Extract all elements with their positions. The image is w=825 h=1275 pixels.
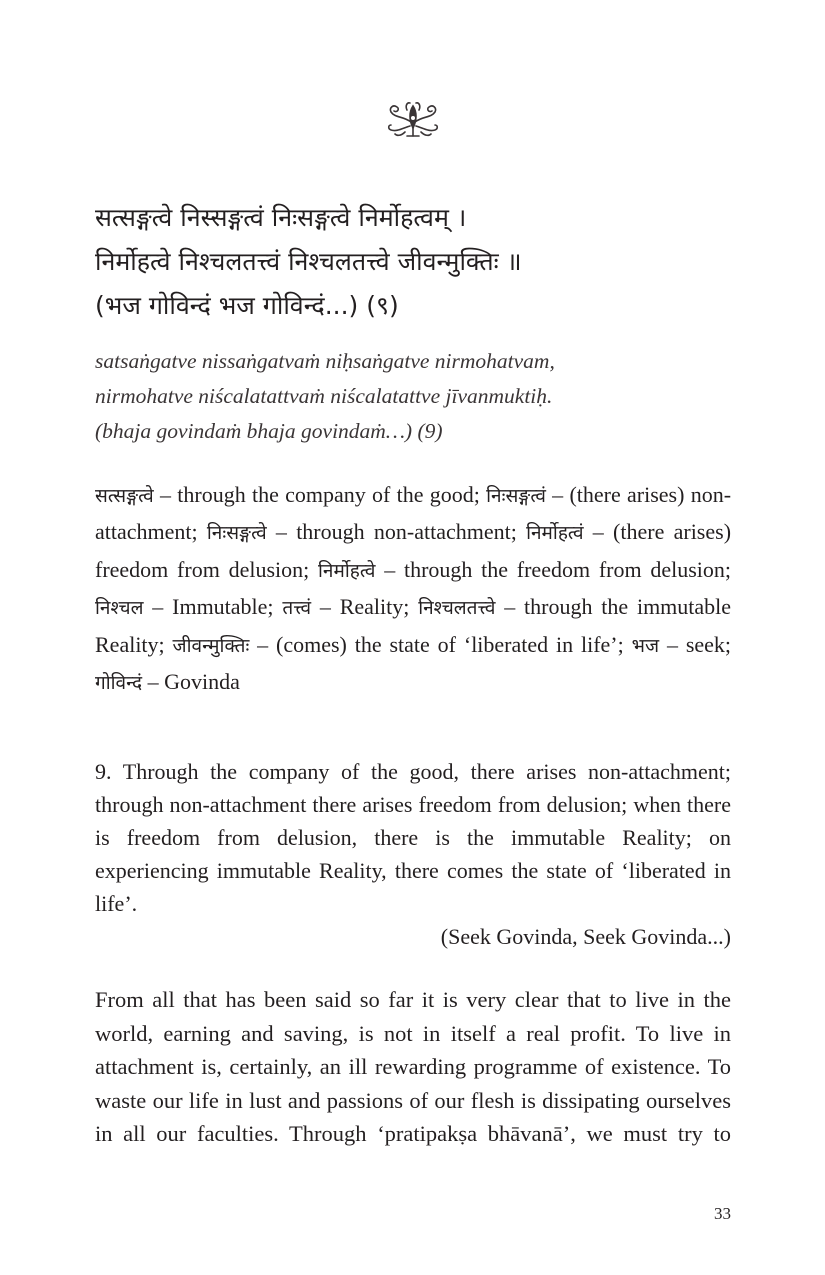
glossary-term: निश्चलतत्त्वे <box>418 597 496 620</box>
verse-devanagari <box>95 196 755 328</box>
glossary-term: सत्सङ्गत्वे <box>95 485 154 507</box>
verse-translation: 9. Through the company of the good, there arises non-attachment; through non-attachment there arises freedom from delusion; when there is freedom from delusion, there is the immutable Reality; on experiencing immutable Reality, there comes the state of ‘liberated in life’. <box>95 759 731 916</box>
verse-transliteration-line: nirmohatve niścalatattvaṁ niścalatattve jīvanmuktiḥ. <box>95 384 553 408</box>
glossary-meaning: (there arises) freedom from delusion; <box>95 519 732 582</box>
floral-ornament-icon <box>385 98 441 140</box>
commentary-paragraph <box>95 983 731 1151</box>
page-number: 33 <box>714 1204 731 1223</box>
glossary-meaning: (comes) the state of ‘liberated in life’; <box>276 631 624 657</box>
glossary-meaning: Reality; <box>339 594 410 620</box>
glossary-meaning: Immutable; <box>172 594 274 620</box>
verse-transliteration-line: (bhaja govindaṁ bhaja govindaṁ…) (9) <box>95 419 443 443</box>
verse-devanagari-line: निर्मोहत्वे निश्चलतत्त्वं निश्चलतत्त्वे जीवन्मुक्तिः ॥ <box>95 247 522 276</box>
glossary-meaning: through the immutable Reality; <box>95 594 732 657</box>
verse-devanagari-line: सत्सङ्गत्वे निस्सङ्गत्वं निःसङ्गत्वे निर्मोहत्वम् । <box>95 203 467 232</box>
word-meaning-glossary: सत्सङ्गत्वे – through the company of the good; निःसङ्गत्वं – (there arises) non-attachment; निःसङ्गत्वे – through non-attachment; निर्मोहत्वं – (there arises) freedom from delusion; निर्मोहत्वे – through the freedom from delusion; निश्चल – Immutable; तत्त्वं – Reality; निश्चलतत्त्वे – through the immutable Reality; जीवन्मुक्तिः – (comes) the state of ‘liberated in life’; भज – seek; गोविन्दं – Govinda <box>95 482 732 695</box>
glossary-term: जीवन्मुक्तिः <box>172 634 250 657</box>
glossary-meaning: through non-attachment; <box>296 519 517 545</box>
glossary-term: गोविन्दं <box>95 672 143 695</box>
commentary-text: From all that has been said so far it is very clear that to live in the world, earning and saving, is not in itself a real profit. To live in attachment is, certainly, an ill rewarding programme of existence. To waste our life in lust and passions of our flesh is dissipating ourselves in all our faculties. Through ‘pratipakṣa bhāvanā’, we must try to <box>95 987 731 1147</box>
glossary-term: निःसङ्गत्वे <box>206 522 267 545</box>
glossary-term: निर्मोहत्वं <box>526 522 584 545</box>
glossary-meaning: Govinda <box>164 669 240 695</box>
glossary-term: भज <box>631 634 660 657</box>
glossary-meaning: (there arises) non-attachment; <box>95 482 732 545</box>
glossary-term: निःसङ्गत्वं <box>486 485 546 507</box>
glossary-term: निर्मोहत्वे <box>318 559 376 582</box>
glossary-meaning: seek; <box>685 631 732 657</box>
glossary-term: निश्चल <box>95 597 144 620</box>
glossary-meaning: through the company of the good; <box>177 482 480 507</box>
refrain-line: (Seek Govinda, Seek Govinda...) <box>440 924 731 949</box>
verse-devanagari-line: (भज गोविन्दं भज गोविन्दं...) (९) <box>95 291 399 320</box>
glossary-term: तत्त्वं <box>282 597 312 620</box>
glossary-meaning: through the freedom from delusion; <box>403 556 732 582</box>
verse-transliteration-line: satsaṅgatve nissaṅgatvaṁ niḥsaṅgatve nirmohatvam, <box>95 349 555 373</box>
verse-transliteration <box>95 344 755 449</box>
